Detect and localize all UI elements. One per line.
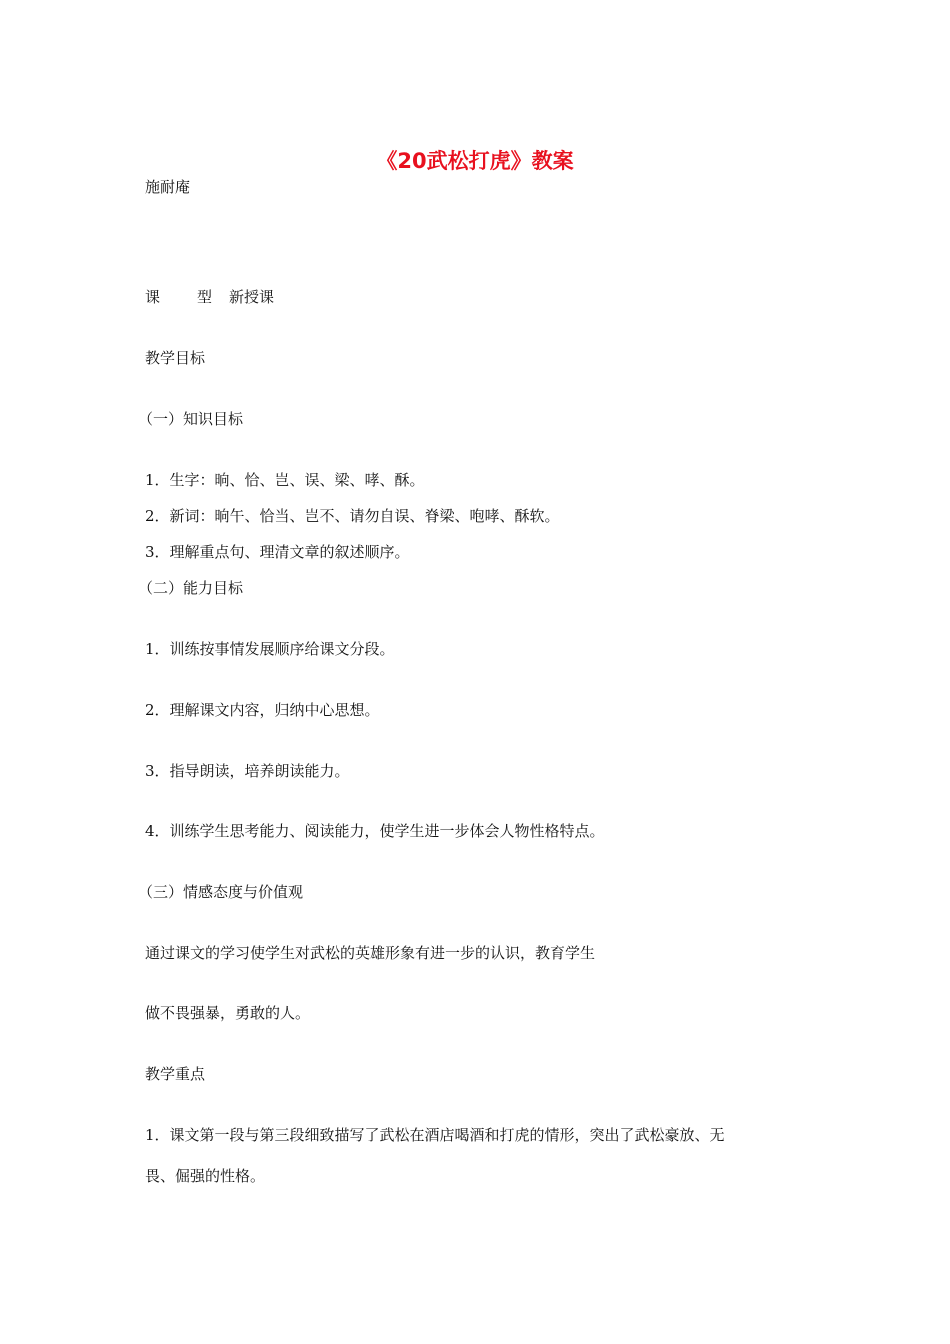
course-type-label-1: 课 (145, 288, 161, 306)
ability-item-1: 1．训练按事情发展顺序给课文分段。 (145, 640, 395, 658)
ability-heading: （二）能力目标 (138, 579, 244, 597)
course-type-label-2: 型 (197, 288, 213, 306)
knowledge-item-2: 2．新词：晌午、恰当、岂不、请勿自误、脊梁、咆哮、酥软。 (145, 507, 560, 525)
emotion-line-1: 通过课文的学习使学生对武松的英雄形象有进一步的认识，教育学生 (145, 944, 596, 962)
knowledge-item-3: 3．理解重点句、理清文章的叙述顺序。 (145, 543, 410, 561)
course-type-value: 新授课 (229, 288, 275, 306)
ability-item-3: 3．指导朗读，培养朗读能力。 (145, 762, 350, 780)
ability-item-2: 2．理解课文内容，归纳中心思想。 (145, 701, 380, 719)
document-title: 《20武松打虎》教案 (376, 149, 574, 173)
ability-item-4: 4．训练学生思考能力、阅读能力，使学生进一步体会人物性格特点。 (145, 822, 605, 840)
emotion-line-2: 做不畏强暴，勇敢的人。 (145, 1004, 311, 1022)
knowledge-item-1: 1．生字：晌、恰、岂、误、梁、哮、酥。 (145, 471, 425, 489)
course-type (145, 286, 274, 308)
knowledge-heading: （一）知识目标 (138, 410, 244, 428)
objectives-heading: 教学目标 (145, 349, 206, 367)
author: 施耐庵 (145, 178, 191, 196)
key-points-line-2: 畏、倔强的性格。 (145, 1167, 266, 1185)
emotion-heading: （三）情感态度与价值观 (138, 883, 304, 901)
key-points-line-1: 1．课文第一段与第三段细致描写了武松在酒店喝酒和打虎的情形，突出了武松豪放、无 (145, 1126, 725, 1144)
key-points-heading: 教学重点 (145, 1065, 206, 1083)
